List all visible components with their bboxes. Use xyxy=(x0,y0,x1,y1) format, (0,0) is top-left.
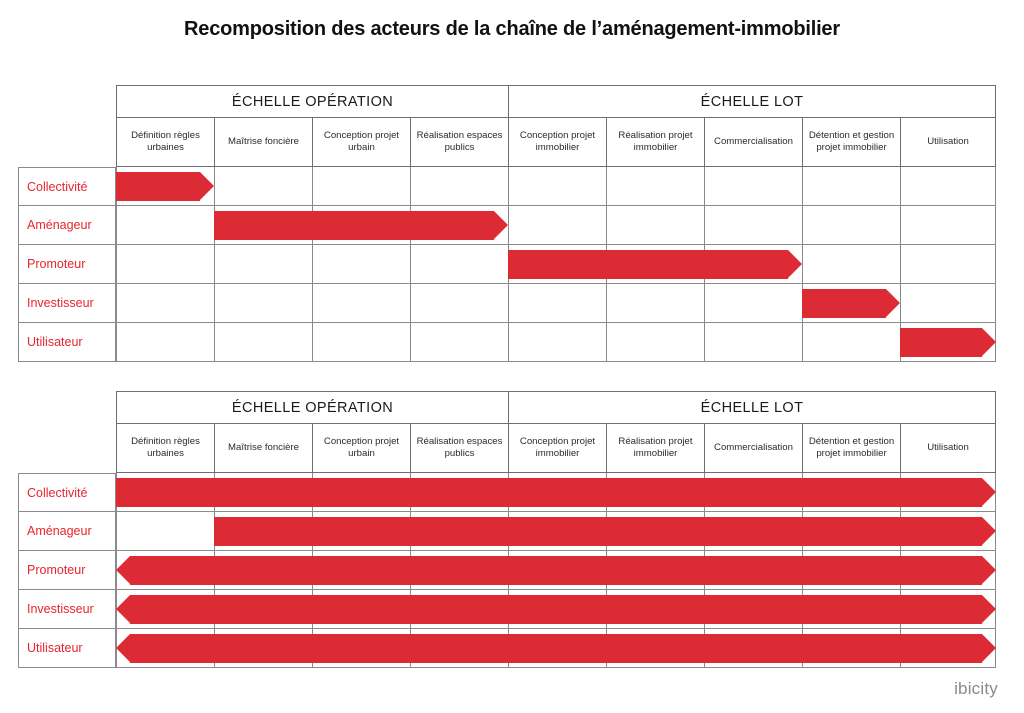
cell xyxy=(606,473,704,512)
column-header-definition-regles-urbaines: Définition règles urbaines xyxy=(116,424,214,473)
band-header-row xyxy=(18,391,996,424)
cell xyxy=(900,473,996,512)
cell xyxy=(312,629,410,668)
band-header-row xyxy=(18,85,996,118)
cell xyxy=(410,551,508,590)
cell xyxy=(410,323,508,362)
ibicity-logo: ibicity xyxy=(954,679,998,698)
column-header-conception-projet-immobilier: Conception projet immobilier xyxy=(508,118,606,167)
cell xyxy=(802,323,900,362)
table-row xyxy=(18,323,996,362)
row-cells-collectivite xyxy=(116,473,996,512)
column-header-utilisation: Utilisation xyxy=(900,424,996,473)
column-header-conception-projet-urbain: Conception projet urbain xyxy=(312,424,410,473)
column-header-cells xyxy=(116,118,996,167)
chart-panel-top xyxy=(18,85,996,362)
cell xyxy=(116,323,214,362)
row-cells-utilisateur xyxy=(116,629,996,668)
table-row xyxy=(18,551,996,590)
cell xyxy=(900,590,996,629)
table-row xyxy=(18,245,996,284)
cell xyxy=(116,590,214,629)
cell xyxy=(606,284,704,323)
band-header-spacer xyxy=(18,391,116,424)
cell xyxy=(312,590,410,629)
column-header-realisation-espaces-publics: Réalisation espaces publics xyxy=(410,118,508,167)
row-cells-utilisateur xyxy=(116,323,996,362)
row-cells-investisseur xyxy=(116,284,996,323)
cell xyxy=(312,167,410,206)
cell xyxy=(606,245,704,284)
cell xyxy=(508,590,606,629)
cell xyxy=(116,512,214,551)
cell xyxy=(802,245,900,284)
cell xyxy=(606,323,704,362)
cell xyxy=(606,629,704,668)
row-label-amenageur: Aménageur xyxy=(18,206,116,245)
row-label-amenageur: Aménageur xyxy=(18,512,116,551)
cell xyxy=(508,206,606,245)
cell xyxy=(410,284,508,323)
column-header-maitrise-fonciere: Maîtrise foncière xyxy=(214,424,312,473)
cell xyxy=(214,590,312,629)
cell xyxy=(900,284,996,323)
cell xyxy=(214,284,312,323)
cell xyxy=(508,323,606,362)
column-header-row xyxy=(18,424,996,473)
cell xyxy=(116,284,214,323)
cell xyxy=(508,167,606,206)
row-cells-promoteur xyxy=(116,551,996,590)
cell xyxy=(606,167,704,206)
cell xyxy=(900,206,996,245)
cell xyxy=(116,206,214,245)
cell xyxy=(704,245,802,284)
cell xyxy=(802,473,900,512)
band-header-spacer xyxy=(18,85,116,118)
row-label-utilisateur: Utilisateur xyxy=(18,629,116,668)
cell xyxy=(214,512,312,551)
table-row xyxy=(18,167,996,206)
column-header-spacer xyxy=(18,118,116,167)
table-row xyxy=(18,512,996,551)
cell xyxy=(312,551,410,590)
cell xyxy=(312,284,410,323)
chart-panel-bottom xyxy=(18,391,996,668)
band-echelle-operation: ÉCHELLE OPÉRATION xyxy=(116,391,508,424)
cell xyxy=(116,167,214,206)
cell xyxy=(410,473,508,512)
cell xyxy=(704,473,802,512)
cell xyxy=(802,551,900,590)
row-cells-promoteur xyxy=(116,245,996,284)
column-header-commercialisation: Commercialisation xyxy=(704,118,802,167)
cell xyxy=(214,206,312,245)
cell xyxy=(900,512,996,551)
row-label-collectivite: Collectivité xyxy=(18,473,116,512)
row-cells-amenageur xyxy=(116,206,996,245)
cell xyxy=(900,245,996,284)
row-cells-investisseur xyxy=(116,590,996,629)
row-label-utilisateur: Utilisateur xyxy=(18,323,116,362)
cell xyxy=(704,551,802,590)
column-header-utilisation: Utilisation xyxy=(900,118,996,167)
row-label-investisseur: Investisseur xyxy=(18,590,116,629)
cell xyxy=(606,206,704,245)
row-label-promoteur: Promoteur xyxy=(18,551,116,590)
cell xyxy=(116,245,214,284)
cell xyxy=(214,323,312,362)
column-header-conception-projet-immobilier: Conception projet immobilier xyxy=(508,424,606,473)
column-header-definition-regles-urbaines: Définition règles urbaines xyxy=(116,118,214,167)
cell xyxy=(704,167,802,206)
column-header-conception-projet-urbain: Conception projet urbain xyxy=(312,118,410,167)
cell xyxy=(802,167,900,206)
cell xyxy=(116,629,214,668)
cell xyxy=(802,284,900,323)
column-header-spacer xyxy=(18,424,116,473)
column-header-realisation-projet-immobilier: Réalisation projet immobilier xyxy=(606,424,704,473)
band-header-cells xyxy=(116,85,996,118)
column-header-maitrise-fonciere: Maîtrise foncière xyxy=(214,118,312,167)
cell xyxy=(704,512,802,551)
cell xyxy=(410,512,508,551)
cell xyxy=(900,551,996,590)
cell xyxy=(214,245,312,284)
cell xyxy=(214,167,312,206)
cell xyxy=(606,551,704,590)
table-row xyxy=(18,206,996,245)
cell xyxy=(606,590,704,629)
cell xyxy=(704,323,802,362)
cell xyxy=(508,629,606,668)
table-row xyxy=(18,284,996,323)
cell xyxy=(410,629,508,668)
cell xyxy=(704,629,802,668)
row-cells-amenageur xyxy=(116,512,996,551)
row-label-promoteur: Promoteur xyxy=(18,245,116,284)
page-title: Recomposition des acteurs de la chaîne de l’aménagement-immobilier xyxy=(184,18,840,40)
row-cells-collectivite xyxy=(116,167,996,206)
cell xyxy=(312,245,410,284)
cell xyxy=(802,512,900,551)
cell xyxy=(900,167,996,206)
table-row xyxy=(18,473,996,512)
band-header-cells xyxy=(116,391,996,424)
cell xyxy=(214,473,312,512)
column-header-row xyxy=(18,118,996,167)
cell xyxy=(606,512,704,551)
cell xyxy=(508,473,606,512)
cell xyxy=(214,551,312,590)
cell xyxy=(312,206,410,245)
cell xyxy=(508,512,606,551)
cell xyxy=(802,590,900,629)
cell xyxy=(410,245,508,284)
cell xyxy=(312,323,410,362)
row-label-investisseur: Investisseur xyxy=(18,284,116,323)
band-echelle-operation: ÉCHELLE OPÉRATION xyxy=(116,85,508,118)
cell xyxy=(900,323,996,362)
column-header-detention-gestion-projet: Détention et gestion projet immobilier xyxy=(802,118,900,167)
band-echelle-lot: ÉCHELLE LOT xyxy=(508,391,996,424)
cell xyxy=(508,551,606,590)
column-header-cells xyxy=(116,424,996,473)
cell xyxy=(704,284,802,323)
cell xyxy=(802,629,900,668)
column-header-commercialisation: Commercialisation xyxy=(704,424,802,473)
cell xyxy=(116,473,214,512)
cell xyxy=(410,590,508,629)
cell xyxy=(116,551,214,590)
cell xyxy=(802,206,900,245)
cell xyxy=(214,629,312,668)
band-echelle-lot: ÉCHELLE LOT xyxy=(508,85,996,118)
cell xyxy=(900,629,996,668)
cell xyxy=(704,206,802,245)
cell xyxy=(410,206,508,245)
cell xyxy=(312,512,410,551)
cell xyxy=(312,473,410,512)
table-row xyxy=(18,590,996,629)
cell xyxy=(704,590,802,629)
cell xyxy=(508,245,606,284)
table-row xyxy=(18,629,996,668)
column-header-realisation-espaces-publics: Réalisation espaces publics xyxy=(410,424,508,473)
cell xyxy=(410,167,508,206)
column-header-realisation-projet-immobilier: Réalisation projet immobilier xyxy=(606,118,704,167)
cell xyxy=(508,284,606,323)
column-header-detention-gestion-projet: Détention et gestion projet immobilier xyxy=(802,424,900,473)
row-label-collectivite: Collectivité xyxy=(18,167,116,206)
